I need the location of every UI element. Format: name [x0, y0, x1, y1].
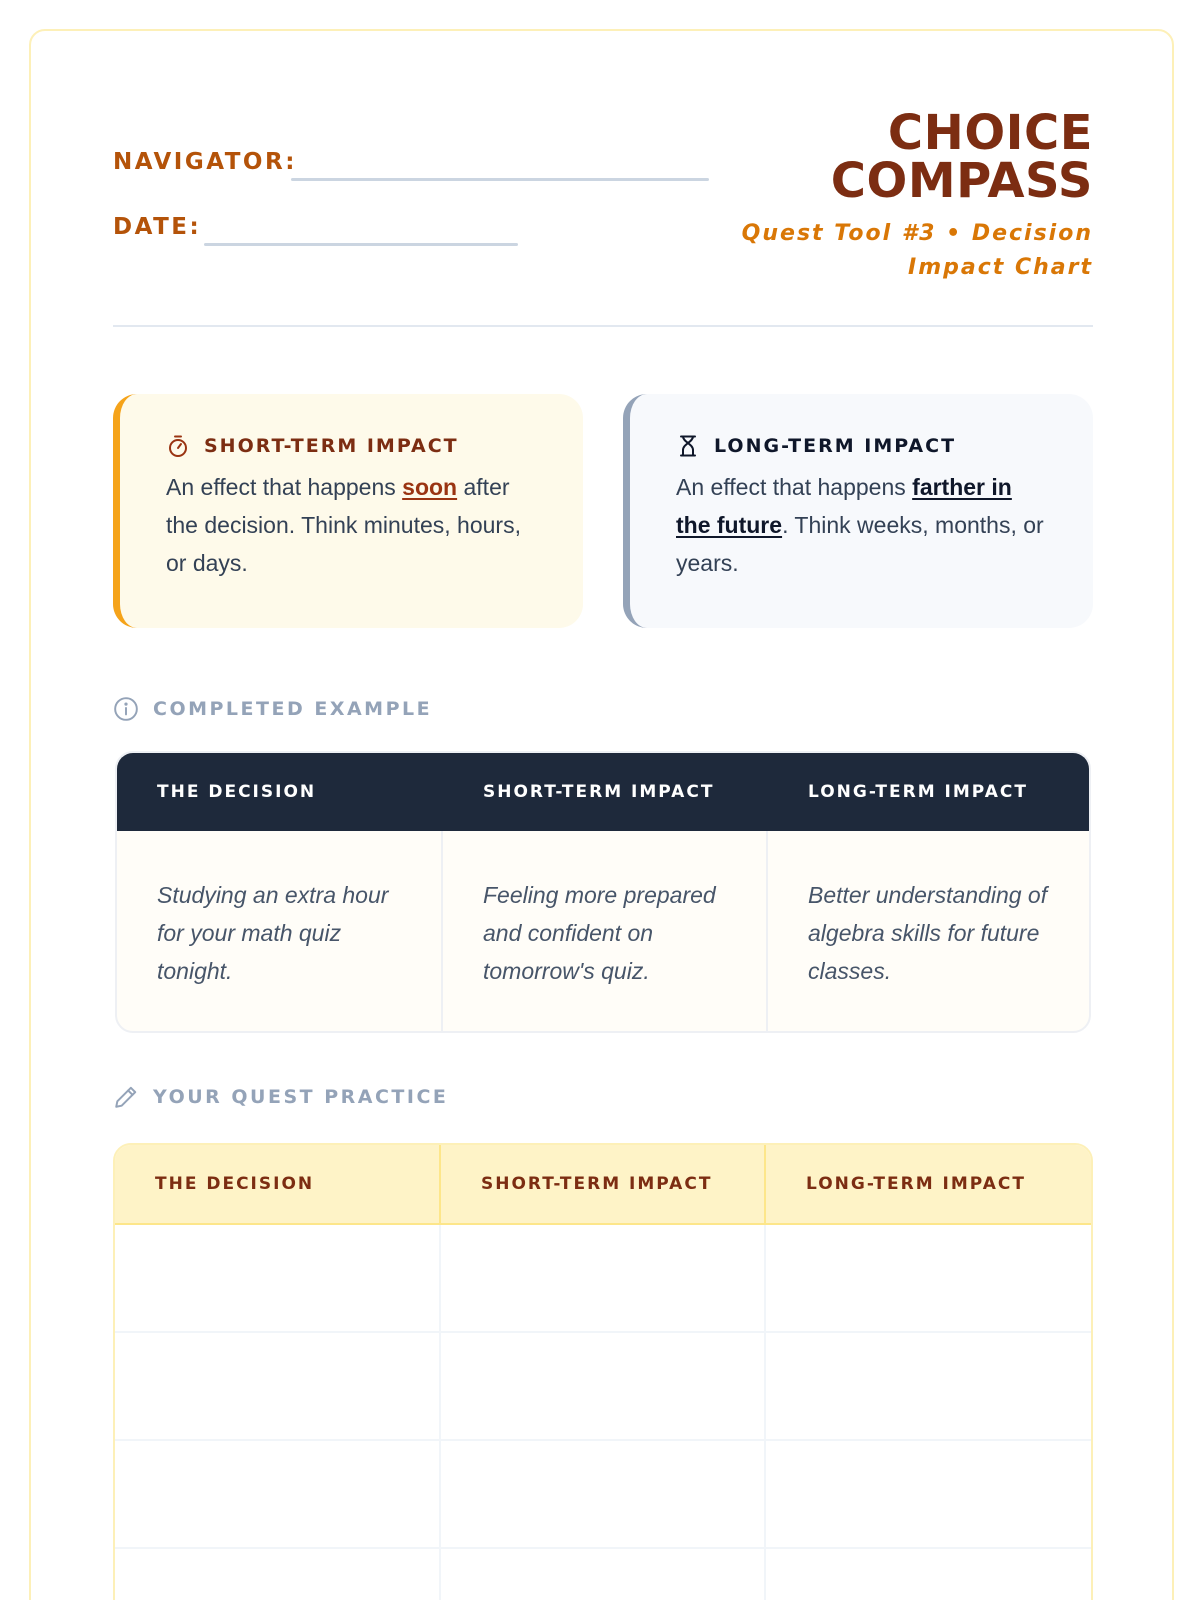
example-cell-decision [117, 831, 443, 1033]
header-divider [113, 325, 1093, 327]
short-term-text-end: after the decision. Think minutes, hours, or days. [166, 474, 521, 576]
practice-table-header [115, 1145, 1091, 1225]
page-title [830, 105, 1093, 209]
example-short-term-text: Feeling more prepared and confident on tomorrow's quiz. [483, 882, 716, 984]
practice-col-short-term: SHORT-TERM IMPACT [441, 1145, 766, 1223]
long-term-title: LONG-TERM IMPACT [714, 435, 957, 457]
practice-cell-long-term[interactable] [766, 1549, 1091, 1600]
example-long-term-text: Better understanding of algebra skills for future classes. [808, 882, 1048, 984]
example-table [115, 751, 1091, 1033]
long-term-text-end: . Think weeks, months, or years. [676, 512, 1044, 576]
example-table-header [117, 753, 1089, 831]
title-line-2: COMPASS [830, 153, 1093, 209]
stopwatch-icon [166, 434, 190, 458]
info-icon [113, 696, 139, 722]
practice-cell-decision[interactable] [115, 1441, 441, 1547]
date-label: DATE: [113, 214, 202, 240]
long-term-emphasis: farther in the future [676, 474, 1012, 538]
long-term-card-header [676, 434, 1049, 458]
practice-cell-long-term[interactable] [766, 1441, 1091, 1547]
short-term-text-start: An effect that happens [166, 474, 403, 500]
example-section-header [113, 696, 432, 722]
short-term-card-header [166, 434, 539, 458]
hourglass-icon [676, 434, 700, 458]
long-term-definition [676, 468, 1049, 582]
practice-table [113, 1143, 1093, 1600]
practice-cell-long-term[interactable] [766, 1333, 1091, 1439]
page-subtitle: Quest Tool #3 • Decision Impact Chart [741, 221, 1093, 280]
practice-row [115, 1225, 1091, 1333]
practice-row [115, 1549, 1091, 1600]
example-cell-long-term [768, 831, 1091, 1033]
practice-col-decision: THE DECISION [115, 1145, 441, 1223]
practice-cell-short-term[interactable] [441, 1549, 766, 1600]
title-line-1: CHOICE [887, 105, 1093, 161]
navigator-label: NAVIGATOR: [113, 149, 297, 175]
practice-row [115, 1333, 1091, 1441]
example-section-title: COMPLETED EXAMPLE [153, 698, 433, 720]
practice-cell-decision[interactable] [115, 1333, 441, 1439]
worksheet-page [29, 29, 1174, 1600]
long-term-text-start: An effect that happens [676, 474, 913, 500]
practice-cell-short-term[interactable] [441, 1333, 766, 1439]
practice-row [115, 1441, 1091, 1549]
example-cell-short-term [443, 831, 768, 1033]
example-table-row [117, 831, 1089, 1033]
practice-section-header [113, 1084, 448, 1110]
practice-cell-long-term[interactable] [766, 1225, 1091, 1331]
pencil-icon [113, 1084, 139, 1110]
example-col-decision: THE DECISION [157, 782, 317, 802]
practice-cell-short-term[interactable] [441, 1441, 766, 1547]
practice-cell-short-term[interactable] [441, 1225, 766, 1331]
example-decision-text: Studying an extra hour for your math quiz tonight. [157, 882, 389, 984]
practice-cell-decision[interactable] [115, 1549, 441, 1600]
navigator-line[interactable] [291, 178, 709, 181]
practice-col-long-term: LONG-TERM IMPACT [806, 1174, 1026, 1194]
date-line[interactable] [204, 243, 518, 246]
practice-section-title: YOUR QUEST PRACTICE [153, 1086, 449, 1108]
short-term-title: SHORT-TERM IMPACT [204, 435, 459, 457]
short-term-emphasis: soon [402, 474, 458, 500]
long-term-card [623, 394, 1093, 628]
practice-cell-decision[interactable] [115, 1225, 441, 1331]
example-col-short-term: SHORT-TERM IMPACT [483, 782, 715, 802]
short-term-card [113, 394, 583, 628]
short-term-definition [166, 468, 539, 582]
example-col-long-term: LONG-TERM IMPACT [808, 782, 1028, 802]
